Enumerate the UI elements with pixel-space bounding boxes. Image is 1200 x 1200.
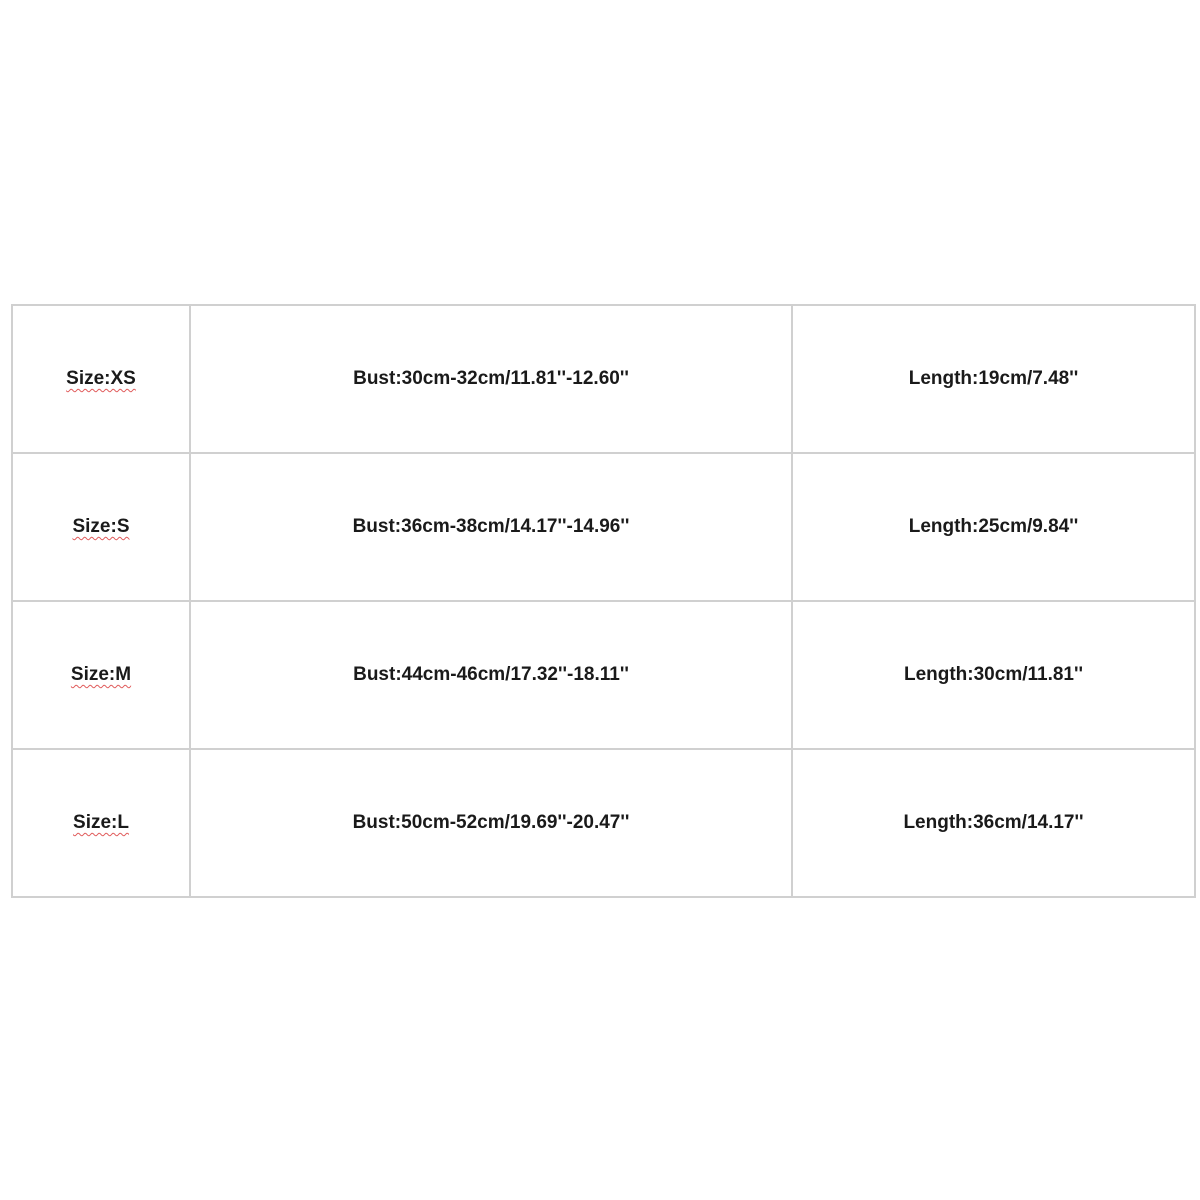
length-cell: Length:19cm/7.48'' (792, 305, 1195, 453)
size-label: Size:S (72, 516, 130, 537)
table-row (12, 453, 1195, 601)
size-chart-table (11, 304, 1196, 898)
length-cell: Length:25cm/9.84'' (792, 453, 1195, 601)
size-label: Size:XS (66, 368, 136, 389)
size-cell (12, 305, 190, 453)
bust-cell: Bust:30cm-32cm/11.81''-12.60'' (190, 305, 792, 453)
table-row (12, 305, 1195, 453)
size-label: Size:L (73, 812, 129, 833)
length-cell: Length:36cm/14.17'' (792, 749, 1195, 897)
length-cell: Length:30cm/11.81'' (792, 601, 1195, 749)
bust-cell: Bust:50cm-52cm/19.69''-20.47'' (190, 749, 792, 897)
bust-cell: Bust:36cm-38cm/14.17''-14.96'' (190, 453, 792, 601)
size-cell (12, 453, 190, 601)
table-row (12, 749, 1195, 897)
bust-cell: Bust:44cm-46cm/17.32''-18.11'' (190, 601, 792, 749)
size-cell (12, 601, 190, 749)
size-cell (12, 749, 190, 897)
size-label: Size:M (70, 664, 132, 685)
table-row (12, 601, 1195, 749)
